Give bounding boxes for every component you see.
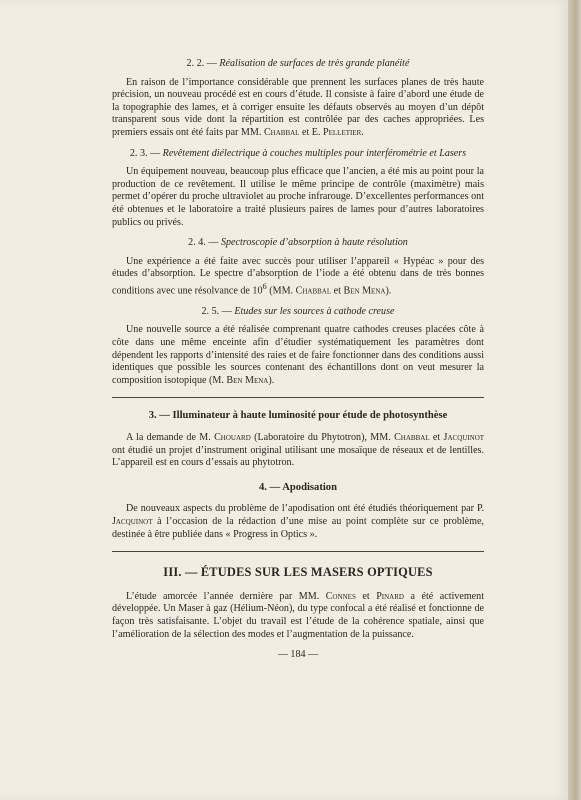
author-name: Chouard <box>214 432 251 444</box>
author-name: Pinard <box>376 590 404 602</box>
section-divider <box>112 397 484 398</box>
page-edge <box>568 0 581 800</box>
author-name: Chabbal <box>394 432 430 444</box>
heading-section-3: 3. — Illuminateur à haute luminosité pour étude de photosynthèse <box>148 410 448 422</box>
page-number: — 184 — <box>277 649 319 661</box>
exponent: 6 <box>262 281 267 291</box>
heading-2-3: 2. 3. — Revêtement diélectrique à couches multiples pour interférométrie et Lasers <box>129 147 467 159</box>
page-content <box>112 58 484 672</box>
heading-2-2: 2. 2. — Réalisation de surfaces de très grande planéité <box>186 58 410 69</box>
author-name: Jacquinot <box>112 515 153 527</box>
author-name: Connes <box>325 590 356 602</box>
paragraph-2-4: Une expérience a été faite avec succès pour utiliser l’appareil « Hypéac » pour des études d’absorption. Le spectre d’absorption de l’iode a été obtenu dans de très bonnes conditions avec une résolvance de $10^6$ (MM. Chabbal et Ben Mena). <box>112 255 484 297</box>
paragraph-2-2: En raison de l’importance considérable que prennent les surfaces planes de très haute précision, un nouveau procédé est en cours d’étude. Il consiste à faire d’abord une étude de la topographie des lames, et à corriger ensuite les défauts observés au moyen d’un dépôt transparent sous vide dont la répartition est contrôlée par des caches appropriées. Les premiers essais ont été faits par MM. Chabbal et E. Pelletier. <box>112 76 484 138</box>
heading-part-iii: III. — ÉTUDES SUR LES MASERS OPTIQUES <box>163 565 433 580</box>
author-name: Ben Mena <box>343 285 386 297</box>
paragraph-2-3: Un équipement nouveau, beaucoup plus efficace que l’ancien, a été mis au point pour la production de ce revêtement. Il utilise le même principe de contrôle (maximètre) mais permet d’opérer du proche ultraviolet au proche infrarouge. D’excellentes performances ont été obtenues et le laboratoire a traité plusieurs paires de lames pour d’autres laboratoires publics ou privés. <box>112 166 484 228</box>
heading-2-4: 2. 4. — Spectroscopie d’absorption à haute résolution <box>188 237 408 249</box>
author-name: Chabbal <box>295 285 332 297</box>
author-name: Ben Mena <box>226 374 269 386</box>
author-name: Chabbal <box>263 126 300 138</box>
paragraph-part-iii: L’étude amorcée l’année dernière par MM. Connes et Pinard a été activement développée. Un Maser à gaz (Hélium-Néon), du type confocal a été réalisé et fonctionne de façon très satisfaisante. L’objet du travail est l’étude de la cohérence spatiale, ainsi que l’amélioration de la sélection des modes et l’augmentation de la puissance. <box>112 590 485 640</box>
paragraph-section-3: A la demande de M. Chouard (Laboratoire du Phytotron), MM. Chabbal et Jacquinot ont étudié un projet d’instrument original utilisant une mosaïque de réseaux et de lentilles. L’appareil est en cours d’essais au phytotron. <box>112 432 485 469</box>
section-divider <box>112 551 484 552</box>
paragraph-2-5: Une nouvelle source a été réalisée comprenant quatre cathodes creuses placées côte à côte dans une même enceinte afin d’étudier systématiquement les paramètres dont dépendent les rapports d’intensité des raies et de faire fonctionner dans des conditions aussi identiques que possible les sources contenant des échantillons dont on veut mesurer la composition isotopique (M. Ben Mena). <box>112 324 484 386</box>
heading-section-4: 4. — Apodisation <box>258 481 337 493</box>
heading-2-5: 2. 5. — Etudes sur les sources à cathode creuse <box>201 305 395 317</box>
author-name: Pelletier <box>323 126 362 138</box>
author-name: Jacquinot <box>443 432 485 444</box>
paragraph-section-4: De nouveaux aspects du problème de l’apodisation ont été étudiés théoriquement par P. Jacquinot à l’occasion de la rédaction d’une mise au point complète sur ce problème, destinée à être publiée dans « Progress in Optics ». <box>112 503 485 540</box>
